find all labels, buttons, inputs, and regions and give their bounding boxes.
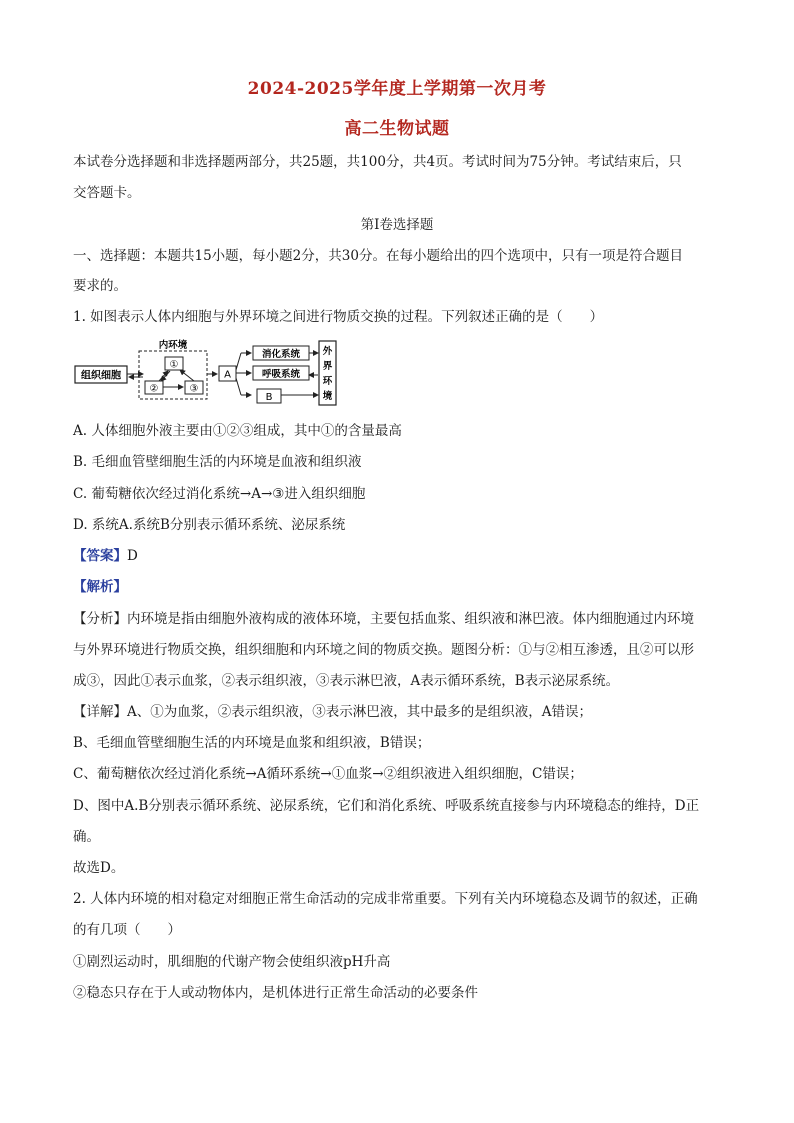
exam-subtitle: 高二生物试题 [344,119,450,139]
fenxi-text-1: 内环境是指由细胞外液构成的液体环境，主要包括血浆、组织液和淋巴液。体内细胞通过内环境 [127,611,694,627]
answer-value: D [127,548,138,564]
q1-analysis-row [73,577,723,597]
tissue-cell-label: 组织细胞 [81,370,121,382]
q2-item-2: ②稳态只存在于人或动物体内，是机体进行正常生命活动的必要条件 [73,985,478,1001]
outer-env-char-4: 境 [322,391,333,402]
node-2-label: ② [149,383,159,395]
outer-env-char-3: 环 [322,376,333,387]
intro-line-2: 交答题卡。 [73,185,141,201]
answer-label: 【答案】 [73,548,127,564]
q1-answer-row [73,546,723,566]
node-3-label: ③ [189,383,199,395]
section-title: 第Ⅰ卷选择题 [360,217,434,233]
q1-option-d: D. 系统A.系统B分别表示循环系统、泌尿系统 [73,517,346,533]
respiratory-system-label: 呼吸系统 [261,369,301,380]
q1-option-b: B. 毛细血管壁细胞生活的内环境是血液和组织液 [73,454,362,470]
node-a-label: A [224,369,231,381]
fenxi-label: 【分析】 [73,611,127,627]
node-1-label: ① [169,359,179,371]
inner-env-label: 内环境 [158,340,188,351]
part1-instructions-2: 要求的。 [73,278,127,294]
q1-xiangjie-line-c: C、葡萄糖依次经过消化系统→A循环系统→①血浆→②组织液进入组织细胞，C错误； [73,766,583,782]
xiangjie-label: 【详解】 [73,704,127,720]
q1-fenxi-line-3: 成③，因此①表示血浆，②表示组织液，③表示淋巴液，A表示循环系统，B表示泌尿系统。 [73,673,620,689]
q1-xiangjie-line-b: B、毛细血管壁细胞生活的内环境是血浆和组织液，B错误； [73,735,431,751]
exchange-diagram [73,337,338,409]
q1-option-c: C. 葡萄糖依次经过消化系统→A→③进入组织细胞 [73,486,366,502]
outer-env-char-1: 外 [322,346,333,357]
exam-title: 2024-2025学年度上学期第一次月考 [247,79,547,99]
q1-xiangjie-line-d2: 确。 [73,829,100,845]
q2-item-1: ①剧烈运动时，肌细胞的代谢产物会使组织液pH升高 [73,954,391,970]
q1-fenxi-line-1 [73,609,723,629]
q1-fenxi-line-2: 与外界环境进行物质交换，组织细胞和内环境之间的物质交换。题图分析：①与②相互渗透，且②可以形 [73,642,694,658]
node-b-label: B [265,392,273,403]
question-2-stem-1: 2. 人体内环境的相对稳定对细胞正常生命活动的完成非常重要。下列有关内环境稳态及调节的叙述，正确 [73,891,698,907]
question-2-stem-2: 的有几项（ ） [73,922,181,938]
question-1-stem: 1. 如图表示人体内细胞与外界环境之间进行物质交换的过程。下列叙述正确的是（ ） [73,309,604,325]
q1-xiangjie-line-a [73,702,723,722]
part1-instructions-1: 一、选择题：本题共15小题，每小题2分，共30分。在每小题给出的四个选项中，只有一项是符合题目 [73,248,683,264]
q1-option-a: A. 人体细胞外液主要由①②③组成，其中①的含量最高 [73,423,402,439]
q1-conclusion: 故选D。 [73,860,125,876]
xiangjie-text-a: A、①为血浆，②表示组织液，③表示淋巴液，其中最多的是组织液，A错误； [127,704,592,720]
intro-line-1: 本试卷分选择题和非选择题两部分，共25题，共100分，共4页。考试时间为75分钟。考试结束后，只 [73,154,682,170]
analysis-label: 【解析】 [73,579,127,595]
q1-xiangjie-line-d1: D、图中A.B分别表示循环系统、泌尿系统，它们和消化系统、呼吸系统直接参与内环境稳态的维持，D正 [73,798,700,814]
outer-env-char-2: 界 [322,361,333,372]
digestive-system-label: 消化系统 [261,349,301,360]
